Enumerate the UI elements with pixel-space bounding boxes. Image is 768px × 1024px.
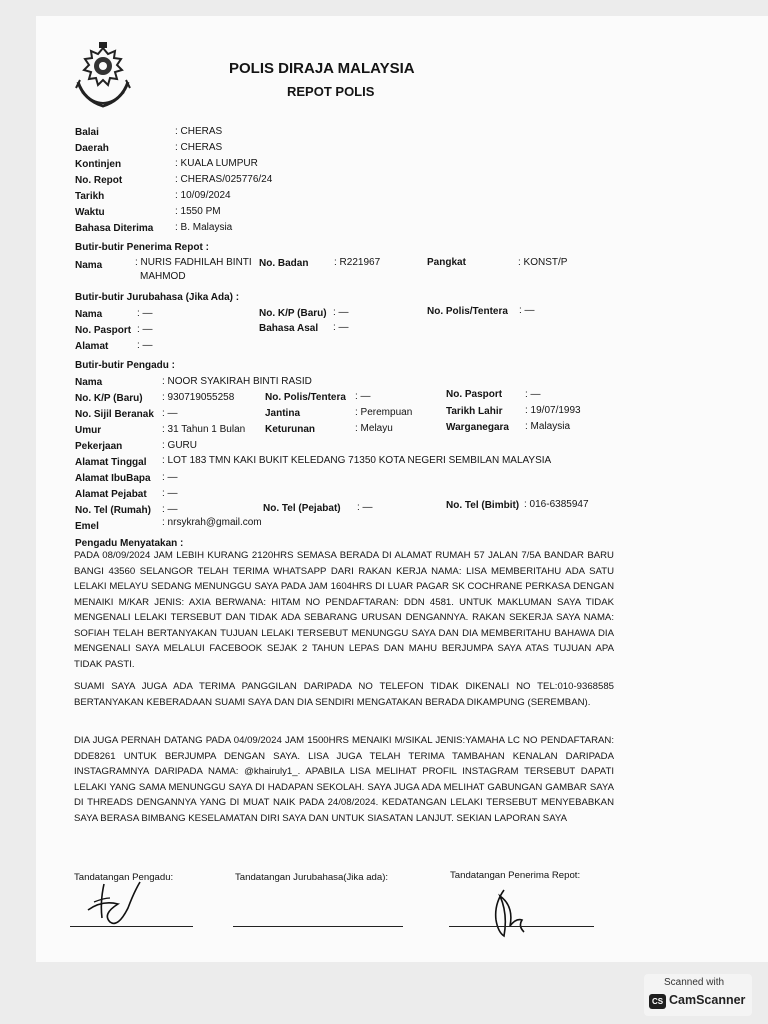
receiver-name-value-2: MAHMOD — [140, 271, 186, 282]
receiver-heading: Butir-butir Penerima Repot : — [75, 242, 209, 253]
tarikh-value: : 10/09/2024 — [175, 190, 231, 201]
interpreter-origin-value: : — — [333, 322, 349, 333]
statement-heading: Pengadu Menyatakan : — [75, 538, 184, 549]
kontinjen-label: Kontinjen — [75, 159, 122, 170]
receiver-name-value: : NURIS FADHILAH BINTI — [135, 257, 252, 268]
complainant-birthcert-value: : — — [162, 408, 178, 419]
sig-receiver-line — [449, 926, 594, 927]
complainant-tel-mobile-value: : 016-6385947 — [524, 499, 589, 510]
complainant-race-label: Keturunan — [265, 424, 315, 435]
balai-value: : CHERAS — [175, 126, 223, 137]
complainant-kp-label: No. K/P (Baru) — [75, 393, 143, 404]
statement-paragraph-1: PADA 08/09/2024 JAM LEBIH KURANG 2120HRS SEMASA BERADA DI ALAMAT RUMAH 57 JALAN 7/5A BANDAR BARU BANGI 43560 SELANGOR TELAH TERIMA WHATSAPP DARI RAKAN KERJA NAMA: LISA MEMBERITAHU ADA SATU LELAKI MELAYU SEDANG MENUNGGU SAYA PADA JAM 1604HRS DI LUAR PAGAR SK COCHRANE PERKASA DENGAN MENAIKI M/KAR JENIS: AXIA BERWANA: HITAM NO PENDAFTARAN: DDN 4581. UNTUK MAKLUMAN SAYA TIDAK MENGENALI LELAKI TERSEBUT DAN TIDAK ADA SEBARANG URUSAN DENGANNYA. RAKAN SEKERJA SAYA NAMA: SOFIAH TELAH BERTANYAKAN TUJUAN LELAKI TERSEBUT MENUNGGU SAYA DAN DIA MEMBERITAHU BAHAWA DIA MENGENALI SAYA MELALUI FACEBOOK SEJAK 2 TAHUN LEPAS DAN MAHU BERJUMPA SAYA ATAS TUJUAN APA TIDAK PASTI. — [74, 550, 614, 670]
complainant-polis-label: No. Polis/Tentera — [265, 392, 346, 403]
camscanner-logo-icon: CS — [649, 994, 666, 1009]
receiver-badge-label: No. Badan — [259, 258, 309, 269]
page-subtitle: REPOT POLIS — [287, 84, 375, 99]
waktu-label: Waktu — [75, 207, 105, 218]
complainant-passport-label: No. Pasport — [446, 389, 503, 400]
complainant-tel-home-label: No. Tel (Rumah) — [75, 505, 151, 516]
complainant-passport-value: : — — [525, 389, 541, 400]
scanned-with-text: Scanned with — [664, 977, 725, 988]
complainant-tel-office-value: : — — [357, 502, 373, 513]
camscanner-badge — [644, 974, 752, 1016]
complainant-tel-mobile-label: No. Tel (Bimbit) — [446, 500, 520, 511]
sig-receiver-label: Tandatangan Penerima Repot: — [450, 870, 581, 881]
balai-label: Balai — [75, 127, 99, 138]
receiver-rank-label: Pangkat — [427, 257, 466, 268]
tarikh-label: Tarikh — [75, 191, 105, 202]
receiver-signature-icon — [486, 880, 536, 940]
complainant-nationality-value: : Malaysia — [525, 421, 571, 432]
complainant-job-label: Pekerjaan — [75, 441, 123, 452]
complainant-email-value: : nrsykrah@gmail.com — [162, 517, 262, 528]
sig-complainant-line — [70, 926, 193, 927]
interpreter-name-label: Nama — [75, 309, 103, 320]
complainant-nationality-label: Warganegara — [446, 422, 509, 433]
complainant-parents-label: Alamat IbuBapa — [75, 473, 151, 484]
complainant-name-value: : NOOR SYAKIRAH BINTI RASID — [162, 376, 312, 387]
receiver-rank-value: : KONST/P — [518, 257, 568, 268]
interpreter-passport-value: : — — [137, 324, 153, 335]
complainant-job-value: : GURU — [162, 440, 197, 451]
bahasa-value: : B. Malaysia — [175, 222, 233, 233]
complainant-tel-home-value: : — — [162, 504, 178, 515]
interpreter-passport-label: No. Pasport — [75, 325, 132, 336]
complainant-dob-value: : 19/07/1993 — [525, 405, 581, 416]
page-title: POLIS DIRAJA MALAYSIA — [229, 60, 415, 77]
kontinjen-value: : KUALA LUMPUR — [175, 158, 258, 169]
complainant-kp-value: : 930719055258 — [162, 392, 235, 403]
daerah-label: Daerah — [75, 143, 109, 154]
interpreter-heading: Butir-butir Jurubahasa (Jika Ada) : — [75, 292, 240, 303]
complainant-polis-value: : — — [355, 391, 371, 402]
receiver-name-label: Nama — [75, 260, 103, 271]
complainant-office-value: : — — [162, 488, 178, 499]
interpreter-polis-value: : — — [519, 305, 535, 316]
complainant-name-label: Nama — [75, 377, 103, 388]
complainant-office-label: Alamat Pejabat — [75, 489, 147, 500]
sig-interpreter-line — [233, 926, 403, 927]
camscanner-brand: CamScanner — [669, 993, 746, 1007]
sig-complainant-label: Tandatangan Pengadu: — [74, 872, 174, 883]
complainant-race-value: : Melayu — [355, 423, 393, 434]
complainant-dob-label: Tarikh Lahir — [446, 406, 503, 417]
complainant-tel-office-label: No. Tel (Pejabat) — [263, 503, 341, 514]
daerah-value: : CHERAS — [175, 142, 223, 153]
interpreter-polis-label: No. Polis/Tentera — [427, 306, 508, 317]
bahasa-label: Bahasa Diterima — [75, 223, 154, 234]
complainant-gender-value: : Perempuan — [355, 407, 413, 418]
complainant-home-label: Alamat Tinggal — [75, 457, 147, 468]
interpreter-kp-label: No. K/P (Baru) — [259, 308, 327, 319]
complainant-age-label: Umur — [75, 425, 102, 436]
receiver-badge-value: : R221967 — [334, 257, 381, 268]
statement-paragraph-2: SUAMI SAYA JUGA ADA TERIMA PANGGILAN DARIPADA NO TELEFON TIDAK DIKENALI NO TEL:010-9368585 BERTANYAKAN KEBERADAAN SUAMI SAYA DAN DIA SENDIRI MENGATAKAN BERADA DIKAMPUNG (SEREMBAN). — [74, 681, 614, 708]
pdrm-crest-icon — [72, 42, 134, 116]
sig-interpreter-label: Tandatangan Jurubahasa(Jika ada): — [235, 872, 389, 883]
complainant-heading: Butir-butir Pengadu : — [75, 360, 175, 371]
complainant-age-value: : 31 Tahun 1 Bulan — [162, 424, 246, 435]
interpreter-name-value: : — — [137, 308, 153, 319]
interpreter-kp-value: : — — [333, 307, 349, 318]
no-repot-value: : CHERAS/025776/24 — [175, 174, 273, 185]
complainant-birthcert-label: No. Sijil Beranak — [75, 409, 154, 420]
complainant-home-value: : LOT 183 TMN KAKI BUKIT KELEDANG 71350 KOTA NEGERI SEMBILAN MALAYSIA — [162, 455, 552, 466]
complainant-signature-icon — [84, 880, 154, 930]
complainant-parents-value: : — — [162, 472, 178, 483]
interpreter-address-label: Alamat — [75, 341, 109, 352]
interpreter-address-value: : — — [137, 340, 153, 351]
waktu-value: : 1550 PM — [175, 206, 221, 217]
interpreter-origin-label: Bahasa Asal — [259, 323, 319, 334]
no-repot-label: No. Repot — [75, 175, 123, 186]
statement-paragraph-3: DIA JUGA PERNAH DATANG PADA 04/09/2024 JAM 1500HRS MENAIKI M/SIKAL JENIS:YAMAHA LC NO PENDAFTARAN: DDE8261 UNTUK BERJUMPA DENGAN SAYA. LISA JUGA TELAH TERIMA TAMBAHAN KENALAN DARIPADA INSTAGRAMNYA DARIPADA NAMA: @khairuly1_. APABILA LISA MELIHAT PROFIL INSTAGRAM TERSEBUT DAPATI LELAKI YANG SAMA MENUNGGU SAYA DI HADAPAN SEKOLAH. SAYA JUGA ADA MELIHAT GABUNGAN GAMBAR SAYA DI THREADS DENGANNYA YANG DI MUAT NAIK PADA 24/08/2024. KEDATANGAN LELAKI TERSEBUT MENYEBABKAN SAYA BERASA BIMBANG KESELAMATAN DIRI SAYA DAN UNTUK SIASATAN LANJUT. SEKIAN LAPORAN SAYA — [74, 735, 614, 824]
complainant-gender-label: Jantina — [265, 408, 301, 419]
complainant-email-label: Emel — [75, 521, 99, 532]
